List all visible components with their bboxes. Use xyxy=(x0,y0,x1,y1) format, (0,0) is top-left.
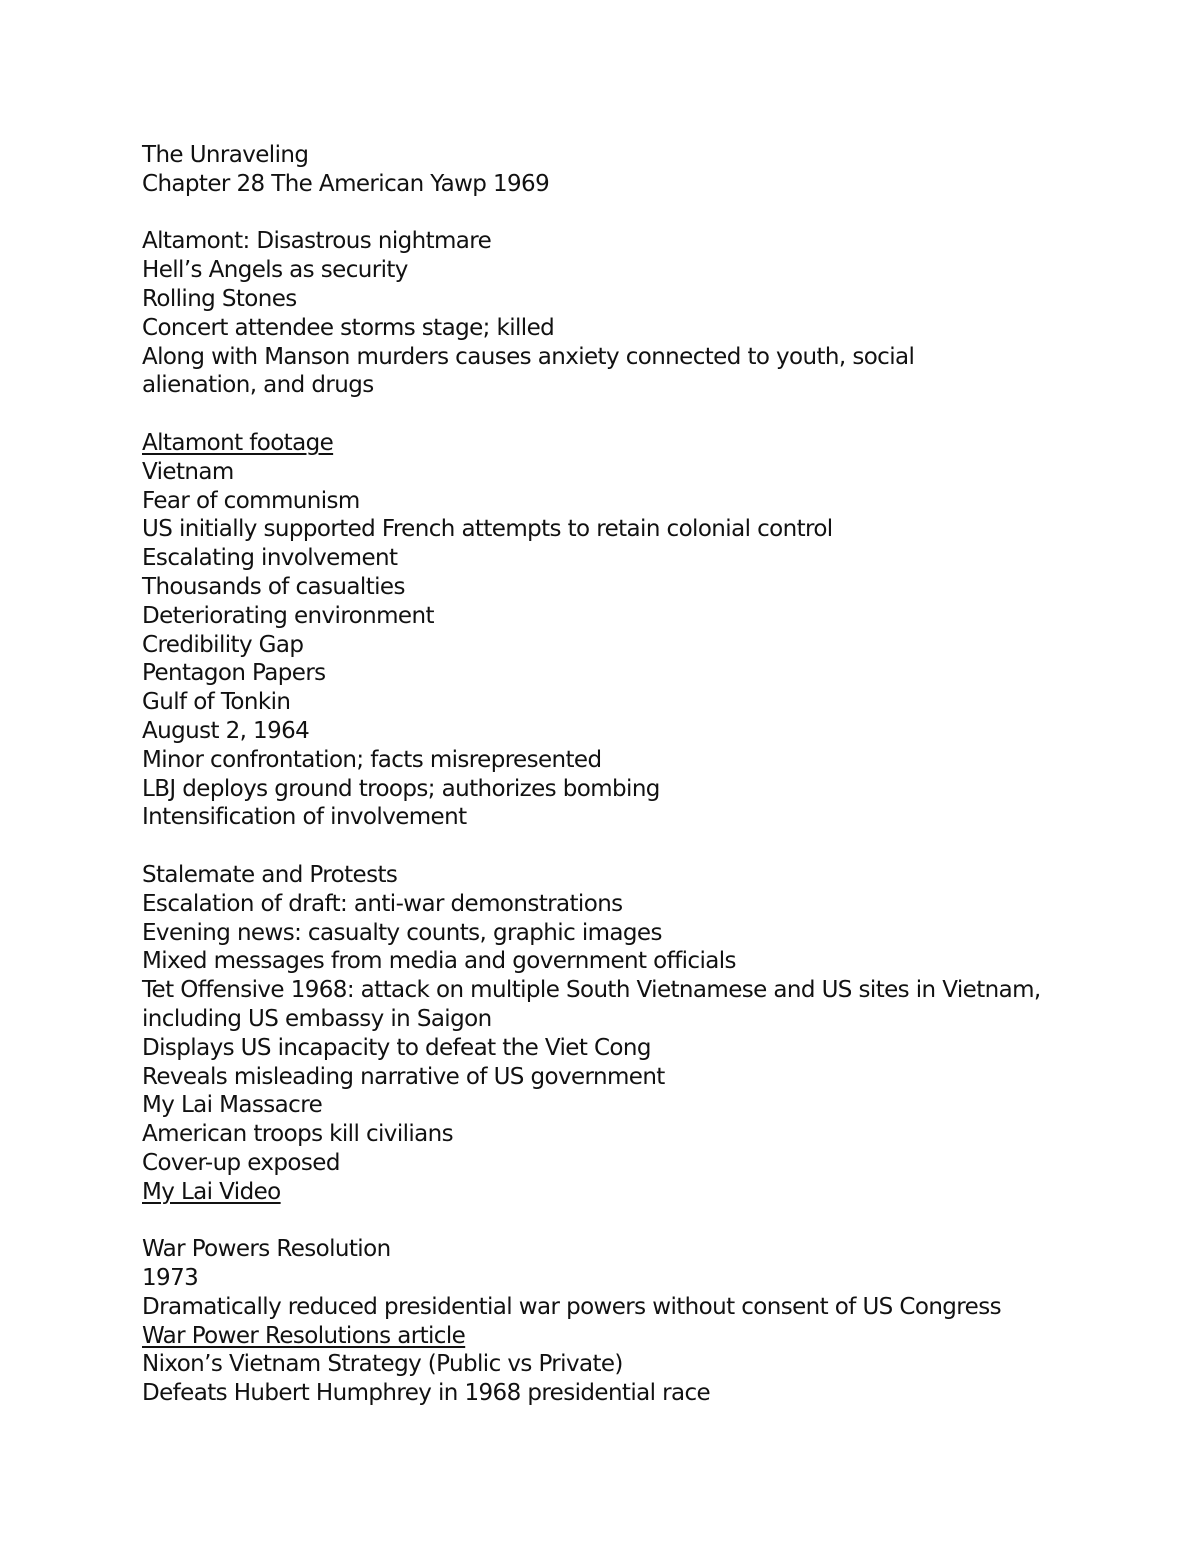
altamont-footage-link[interactable]: Altamont footage xyxy=(142,429,334,456)
blank-line xyxy=(142,832,1142,861)
note-line: My Lai Massacre xyxy=(142,1092,323,1119)
note-line: US initially supported French attempts to retain colonial control xyxy=(142,516,833,543)
document-page xyxy=(142,141,1142,1408)
note-line: Credibility Gap xyxy=(142,631,304,658)
stalemate-section xyxy=(142,861,1142,1207)
note-line: Escalation of draft: anti-war demonstrations xyxy=(142,890,623,917)
vietnam-section xyxy=(142,429,1142,832)
note-line: Thousands of casualties xyxy=(142,573,405,600)
note-line: Defeats Hubert Humphrey in 1968 presidential race xyxy=(142,1380,711,1407)
note-line: 1973 xyxy=(142,1265,199,1292)
note-line: Pentagon Papers xyxy=(142,660,326,687)
note-line: Displays US incapacity to defeat the Viet Cong xyxy=(142,1034,651,1061)
note-line: Altamont: Disastrous nightmare xyxy=(142,228,492,255)
blank-line xyxy=(142,400,1142,429)
document-title: The Unraveling xyxy=(142,142,309,168)
note-line: alienation, and drugs xyxy=(142,372,374,399)
note-line: Fear of communism xyxy=(142,487,360,514)
altamont-section xyxy=(142,227,1142,400)
note-line: Minor confrontation; facts misrepresented xyxy=(142,746,602,773)
note-line: War Powers Resolution xyxy=(142,1236,391,1263)
note-line: Intensification of involvement xyxy=(142,804,467,831)
note-line: Mixed messages from media and government officials xyxy=(142,948,736,975)
note-line: LBJ deploys ground troops; authorizes bombing xyxy=(142,775,660,802)
note-line: Rolling Stones xyxy=(142,285,297,312)
blank-line xyxy=(142,199,1142,228)
document-subtitle: Chapter 28 The American Yawp 1969 xyxy=(142,170,550,197)
note-line: Reveals misleading narrative of US government xyxy=(142,1063,665,1090)
war-powers-section xyxy=(142,1235,1142,1408)
note-line: Hell’s Angels as security xyxy=(142,257,408,284)
note-line: Along with Manson murders causes anxiety connected to youth, social xyxy=(142,343,915,370)
war-power-resolutions-article-link[interactable]: War Power Resolutions article xyxy=(142,1322,466,1349)
note-line: Nixon’s Vietnam Strategy (Public vs Private) xyxy=(142,1351,623,1378)
note-line: Gulf of Tonkin xyxy=(142,689,291,716)
note-line: Stalemate and Protests xyxy=(142,861,398,888)
note-line: Vietnam xyxy=(142,458,234,485)
note-line: Tet Offensive 1968: attack on multiple South Vietnamese and US sites in Vietnam, xyxy=(142,977,1041,1004)
blank-line xyxy=(142,1206,1142,1235)
note-line: Escalating involvement xyxy=(142,545,398,572)
note-line: August 2, 1964 xyxy=(142,717,310,744)
my-lai-video-link[interactable]: My Lai Video xyxy=(142,1178,281,1205)
note-line: including US embassy in Saigon xyxy=(142,1005,492,1032)
note-line: Evening news: casualty counts, graphic images xyxy=(142,919,662,946)
note-line: Dramatically reduced presidential war powers without consent of US Congress xyxy=(142,1293,1001,1320)
note-line: Deteriorating environment xyxy=(142,602,434,629)
note-line: Cover-up exposed xyxy=(142,1149,340,1176)
note-line: Concert attendee storms stage; killed xyxy=(142,314,555,341)
note-line: American troops kill civilians xyxy=(142,1121,454,1148)
